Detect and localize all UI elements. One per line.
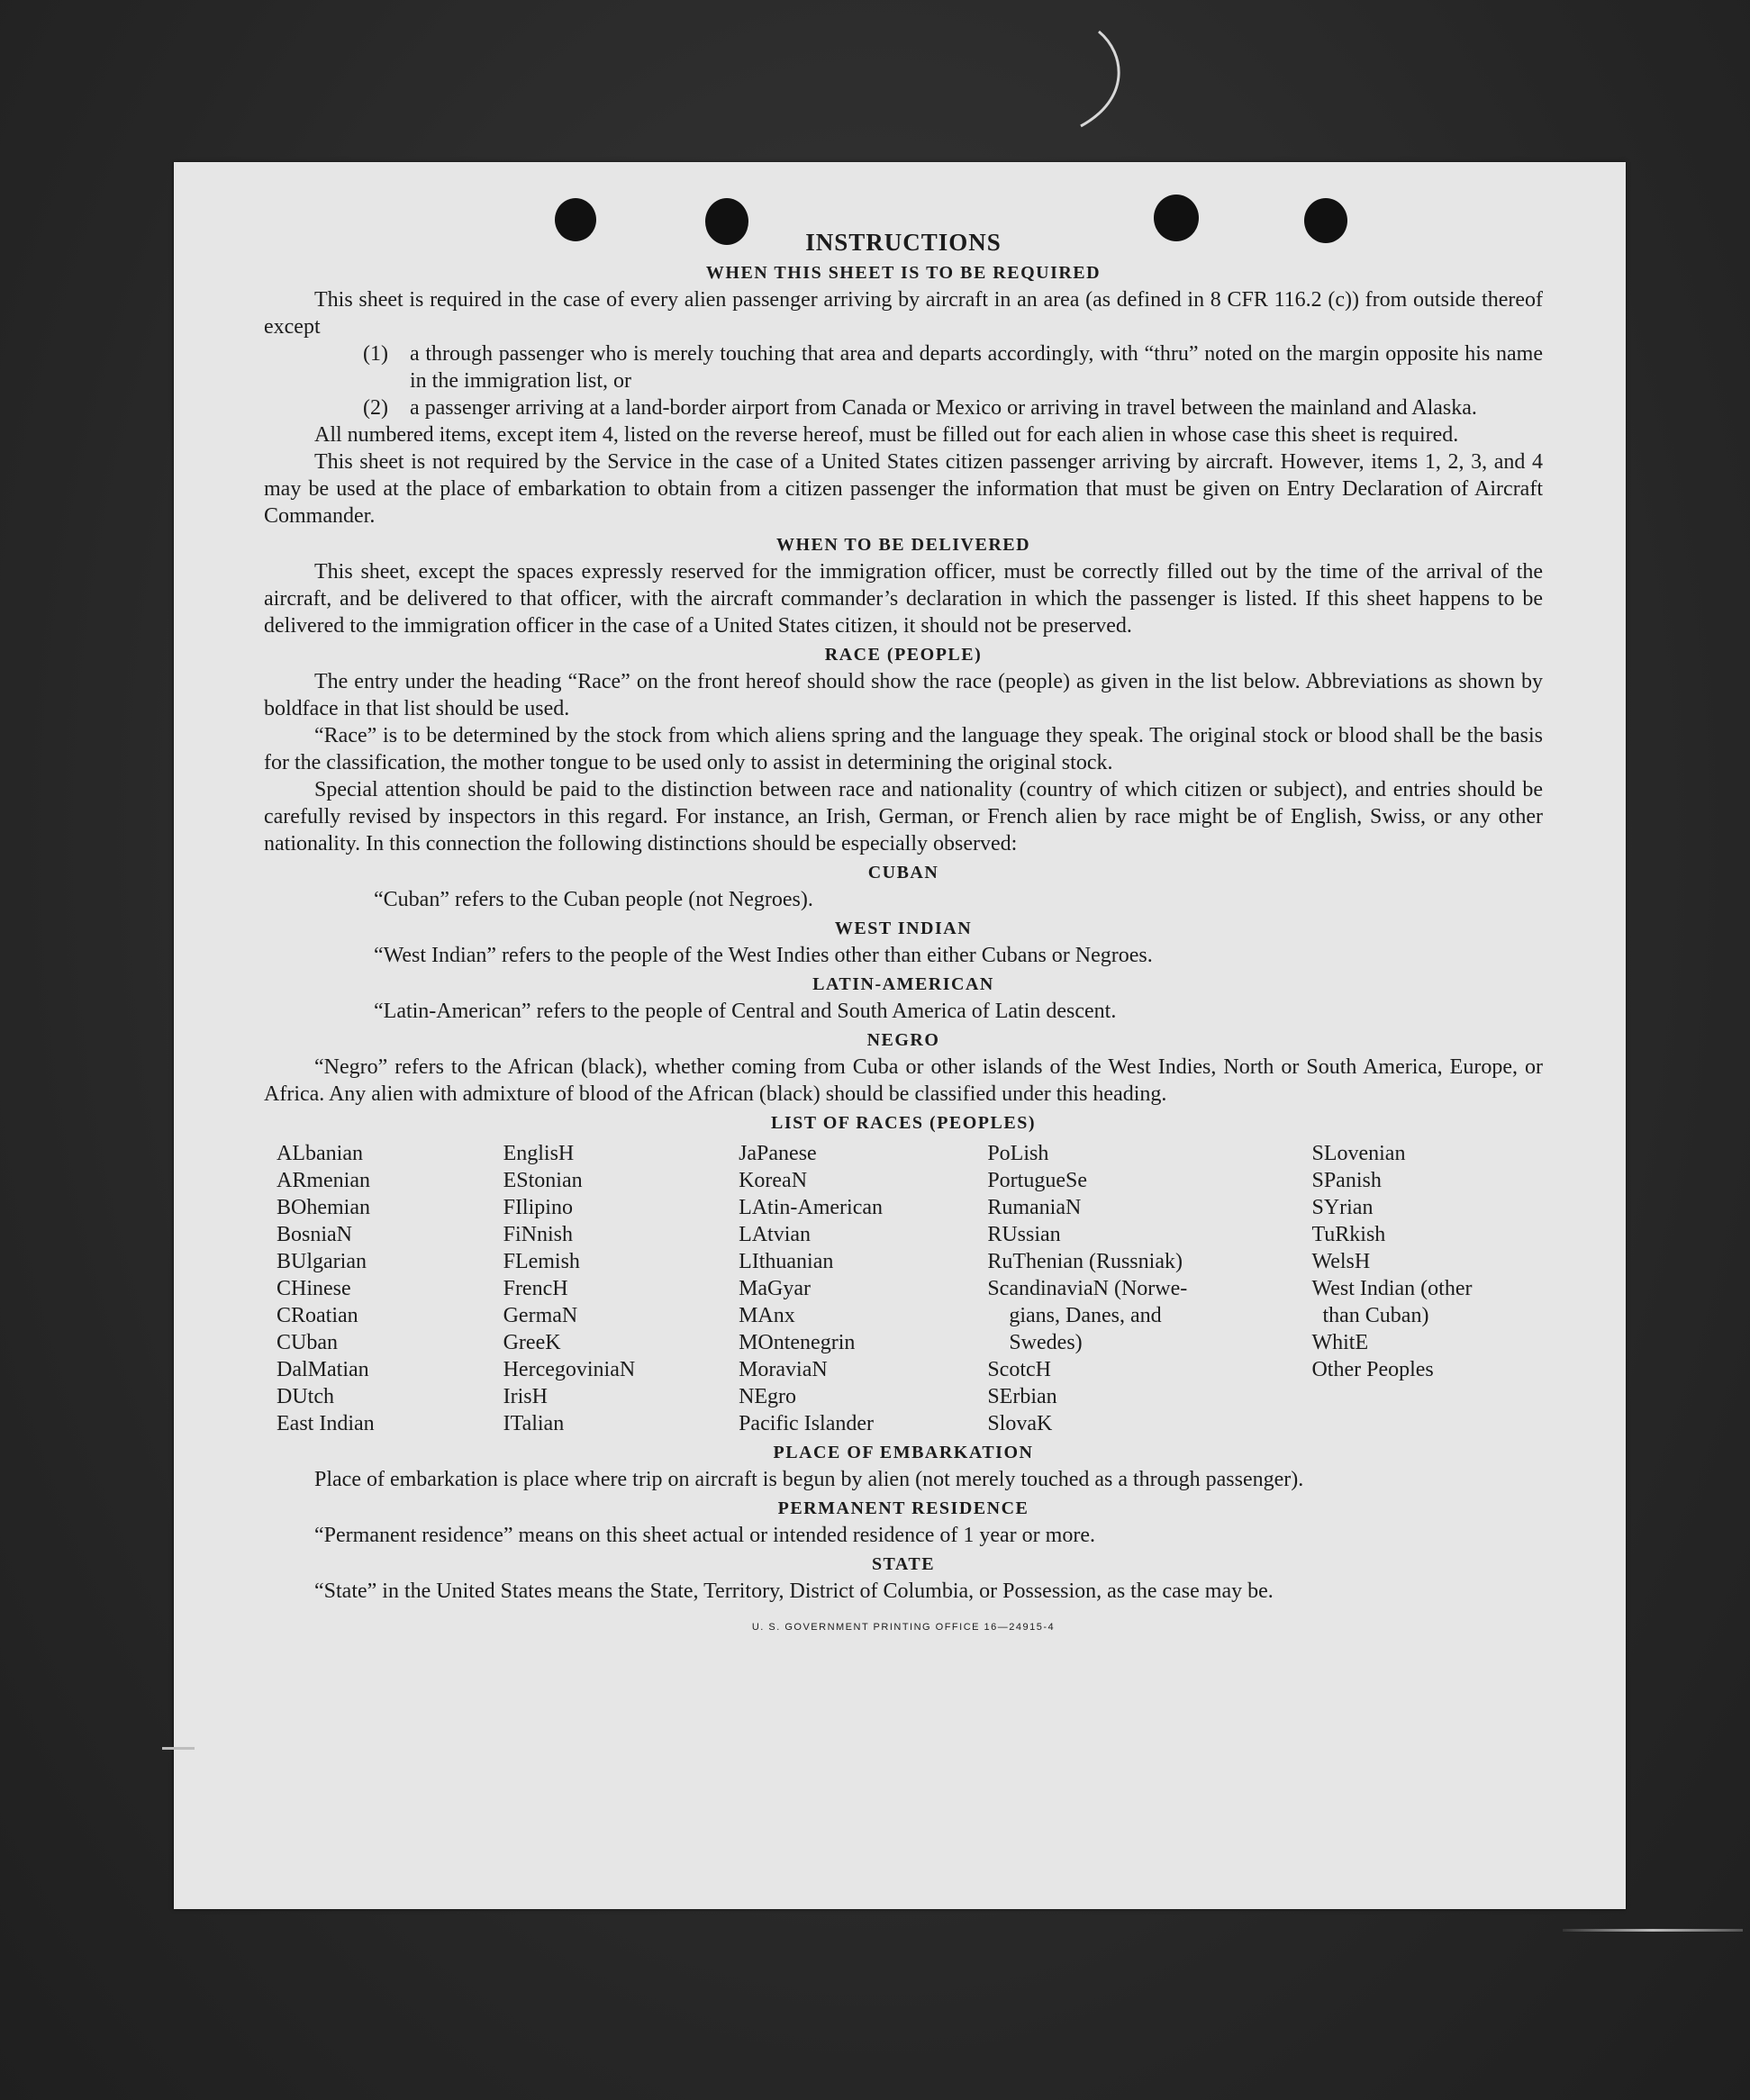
race-entry: SlovaK — [987, 1412, 1053, 1435]
state-text: “State” in the United States means the State, Territory, District of Columbia, or Possession, as the case may be. — [314, 1580, 1274, 1603]
negro-definition: “Negro” refers to the African (black), whether coming from Cuba or other islands of the West Indies, North or South America, Europe, or Africa. Any alien with admixture of blood of the African (black) should be classified under this heading. — [264, 1055, 1543, 1106]
scan-edge-tick — [162, 1747, 195, 1750]
race-entry: FiNnish — [503, 1223, 573, 1246]
race-entry: Other Peoples — [1311, 1358, 1434, 1381]
race-entry: SYrian — [1311, 1196, 1374, 1219]
race-entry: TuRkish — [1311, 1223, 1386, 1246]
race-entry: LAtvian — [739, 1223, 812, 1246]
race-entry: BosniaN — [277, 1223, 352, 1246]
section-heading-latin-american: LATIN-AMERICAN — [812, 974, 994, 994]
latin-american-definition: “Latin-American” refers to the people of Central and South America of Latin descent. — [374, 1000, 1117, 1023]
exception-item — [264, 340, 1543, 394]
race-entry: NEgro — [739, 1385, 797, 1408]
race-entry: gians, Danes, and — [987, 1304, 1162, 1327]
race-entry: ALbanian — [277, 1142, 363, 1165]
race-entry: ITalian — [503, 1412, 565, 1435]
race-entry: BUlgarian — [277, 1250, 367, 1273]
race-entry: ScandinaviaN (Norwe- — [987, 1277, 1188, 1300]
race-entry: CRoatian — [277, 1304, 358, 1327]
race-entry: Swedes) — [987, 1331, 1083, 1354]
section-heading-when-required: WHEN THIS SHEET IS TO BE REQUIRED — [705, 263, 1102, 283]
race-entry: SErbian — [987, 1385, 1057, 1408]
scan-edge-line — [1563, 1929, 1743, 1932]
section-heading-permanent-residence: PERMANENT RESIDENCE — [777, 1498, 1029, 1518]
race-paragraph-1: The entry under the heading “Race” on the front hereof should show the race (people) as given in the list below. Abbreviations as shown by boldface in that list should be used. — [264, 670, 1543, 720]
pen-stroke-mark — [1063, 27, 1135, 135]
section-heading-list-of-races: LIST OF RACES (PEOPLES) — [770, 1113, 1036, 1133]
section-heading-west-indian: WEST INDIAN — [834, 919, 973, 938]
exception-item — [264, 394, 1543, 421]
race-entry: WhitE — [1311, 1331, 1369, 1354]
race-entry: KoreaN — [739, 1169, 808, 1192]
printing-office-footer: U. S. GOVERNMENT PRINTING OFFICE 16—24915-4 — [751, 1622, 1056, 1633]
race-entry: FIlipino — [503, 1196, 573, 1219]
race-entry: West Indian (other — [1311, 1277, 1473, 1300]
race-entry: SPanish — [1311, 1169, 1382, 1192]
race-entry: ScotcH — [987, 1358, 1051, 1381]
race-entry: GermaN — [503, 1304, 578, 1327]
race-entry: SLovenian — [1311, 1142, 1406, 1165]
races-column-3 — [739, 1140, 987, 1437]
race-entry: MoraviaN — [739, 1358, 828, 1381]
race-entry: HercegoviniaN — [503, 1358, 636, 1381]
west-indian-definition: “West Indian” refers to the people of the West Indies other than either Cubans or Negroes. — [374, 944, 1153, 967]
exception-text: a through passenger who is merely touching that area and departs accordingly, with “thru” noted on the margin opposite his name in the immigration list, or — [410, 342, 1543, 393]
exception-number: (2) — [363, 396, 388, 420]
instructions-body — [264, 227, 1543, 1641]
races-column-5 — [1311, 1140, 1543, 1437]
race-entry: DalMatian — [277, 1358, 369, 1381]
when-delivered-text: This sheet, except the spaces expressly reserved for the immigration officer, must be correctly filled out by the time of the arrival of the aircraft, and be delivered to that officer, with the aircraft commander’s declaration in which the passenger is listed. If this sheet happens to be delivered to the immigration officer in the case of a United States citizen, it should not be preserved. — [264, 560, 1543, 638]
races-column-2 — [503, 1140, 739, 1437]
cuban-definition: “Cuban” refers to the Cuban people (not Negroes). — [374, 888, 813, 911]
when-required-intro: This sheet is required in the case of every alien passenger arriving by aircraft in an area (as defined in 8 CFR 116.2 (c)) from outside thereof except — [264, 288, 1543, 339]
race-entry: IrisH — [503, 1385, 548, 1408]
numbered-items-paragraph: All numbered items, except item 4, listed on the reverse hereof, must be filled out for each alien in whose case this sheet is required. — [314, 423, 1459, 447]
race-entry: RuThenian (Russniak) — [987, 1250, 1183, 1273]
section-heading-embarkation: PLACE OF EMBARKATION — [773, 1443, 1034, 1462]
race-entry: ARmenian — [277, 1169, 370, 1192]
section-heading-cuban: CUBAN — [867, 863, 939, 883]
page-title: INSTRUCTIONS — [805, 229, 1002, 256]
race-entry: PortugueSe — [987, 1169, 1087, 1192]
race-entry: LAtin-American — [739, 1196, 883, 1219]
race-entry: JaPanese — [739, 1142, 817, 1165]
race-paragraph-2: “Race” is to be determined by the stock from which aliens spring and the language they speak. The original stock or blood shall be the basis for the classification, the mother tongue to be used only to assist in determining the original stock. — [264, 724, 1543, 774]
race-entry: DUtch — [277, 1385, 334, 1408]
race-entry: MAnx — [739, 1304, 795, 1327]
race-entry: PoLish — [987, 1142, 1049, 1165]
race-entry: EnglisH — [503, 1142, 575, 1165]
race-entry: CUban — [277, 1331, 338, 1354]
race-entry: than Cuban) — [1311, 1304, 1429, 1327]
races-column-4 — [987, 1140, 1311, 1437]
race-entry: EStonian — [503, 1169, 583, 1192]
exception-text: a passenger arriving at a land-border airport from Canada or Mexico or arriving in travel between the mainland and Alaska. — [410, 396, 1477, 420]
permanent-residence-text: “Permanent residence” means on this sheet actual or intended residence of 1 year or more. — [314, 1524, 1095, 1547]
section-heading-negro: NEGRO — [866, 1030, 940, 1050]
instruction-sheet — [174, 162, 1626, 1909]
race-entry: RUssian — [987, 1223, 1061, 1246]
citizen-paragraph: This sheet is not required by the Service in the case of a United States citizen passenger arriving by aircraft. However, items 1, 2, 3, and 4 may be used at the place of embarkation to obtain from a citizen passenger the information that must be given on Entry Declaration of Aircraft Commander. — [264, 450, 1543, 528]
race-entry: BOhemian — [277, 1196, 370, 1219]
section-heading-race: RACE (PEOPLE) — [824, 645, 983, 665]
race-entry: East Indian — [277, 1412, 375, 1435]
races-list — [277, 1140, 1543, 1437]
section-heading-state: STATE — [871, 1554, 936, 1574]
race-entry: MaGyar — [739, 1277, 812, 1300]
race-paragraph-3: Special attention should be paid to the distinction between race and nationality (country of which citizen or subject), and entries should be carefully revised by inspectors in this regard. For instance, an Irish, German, or French alien by race might be of English, Swiss, or any other nationality. In this connection the following distinctions should be especially observed: — [264, 778, 1543, 855]
race-entry: CHinese — [277, 1277, 351, 1300]
race-entry: WelsH — [1311, 1250, 1371, 1273]
race-entry: RumaniaN — [987, 1196, 1082, 1219]
race-entry: GreeK — [503, 1331, 561, 1354]
races-column-1 — [277, 1140, 503, 1437]
race-entry: Pacific Islander — [739, 1412, 874, 1435]
section-heading-when-delivered: WHEN TO BE DELIVERED — [775, 535, 1031, 555]
exception-number: (1) — [363, 342, 388, 366]
race-entry: LIthuanian — [739, 1250, 834, 1273]
race-entry: MOntenegrin — [739, 1331, 856, 1354]
race-entry: FLemish — [503, 1250, 580, 1273]
race-entry: FrencH — [503, 1277, 568, 1300]
embarkation-text: Place of embarkation is place where trip on aircraft is begun by alien (not merely touched as a through passenger). — [314, 1468, 1304, 1491]
